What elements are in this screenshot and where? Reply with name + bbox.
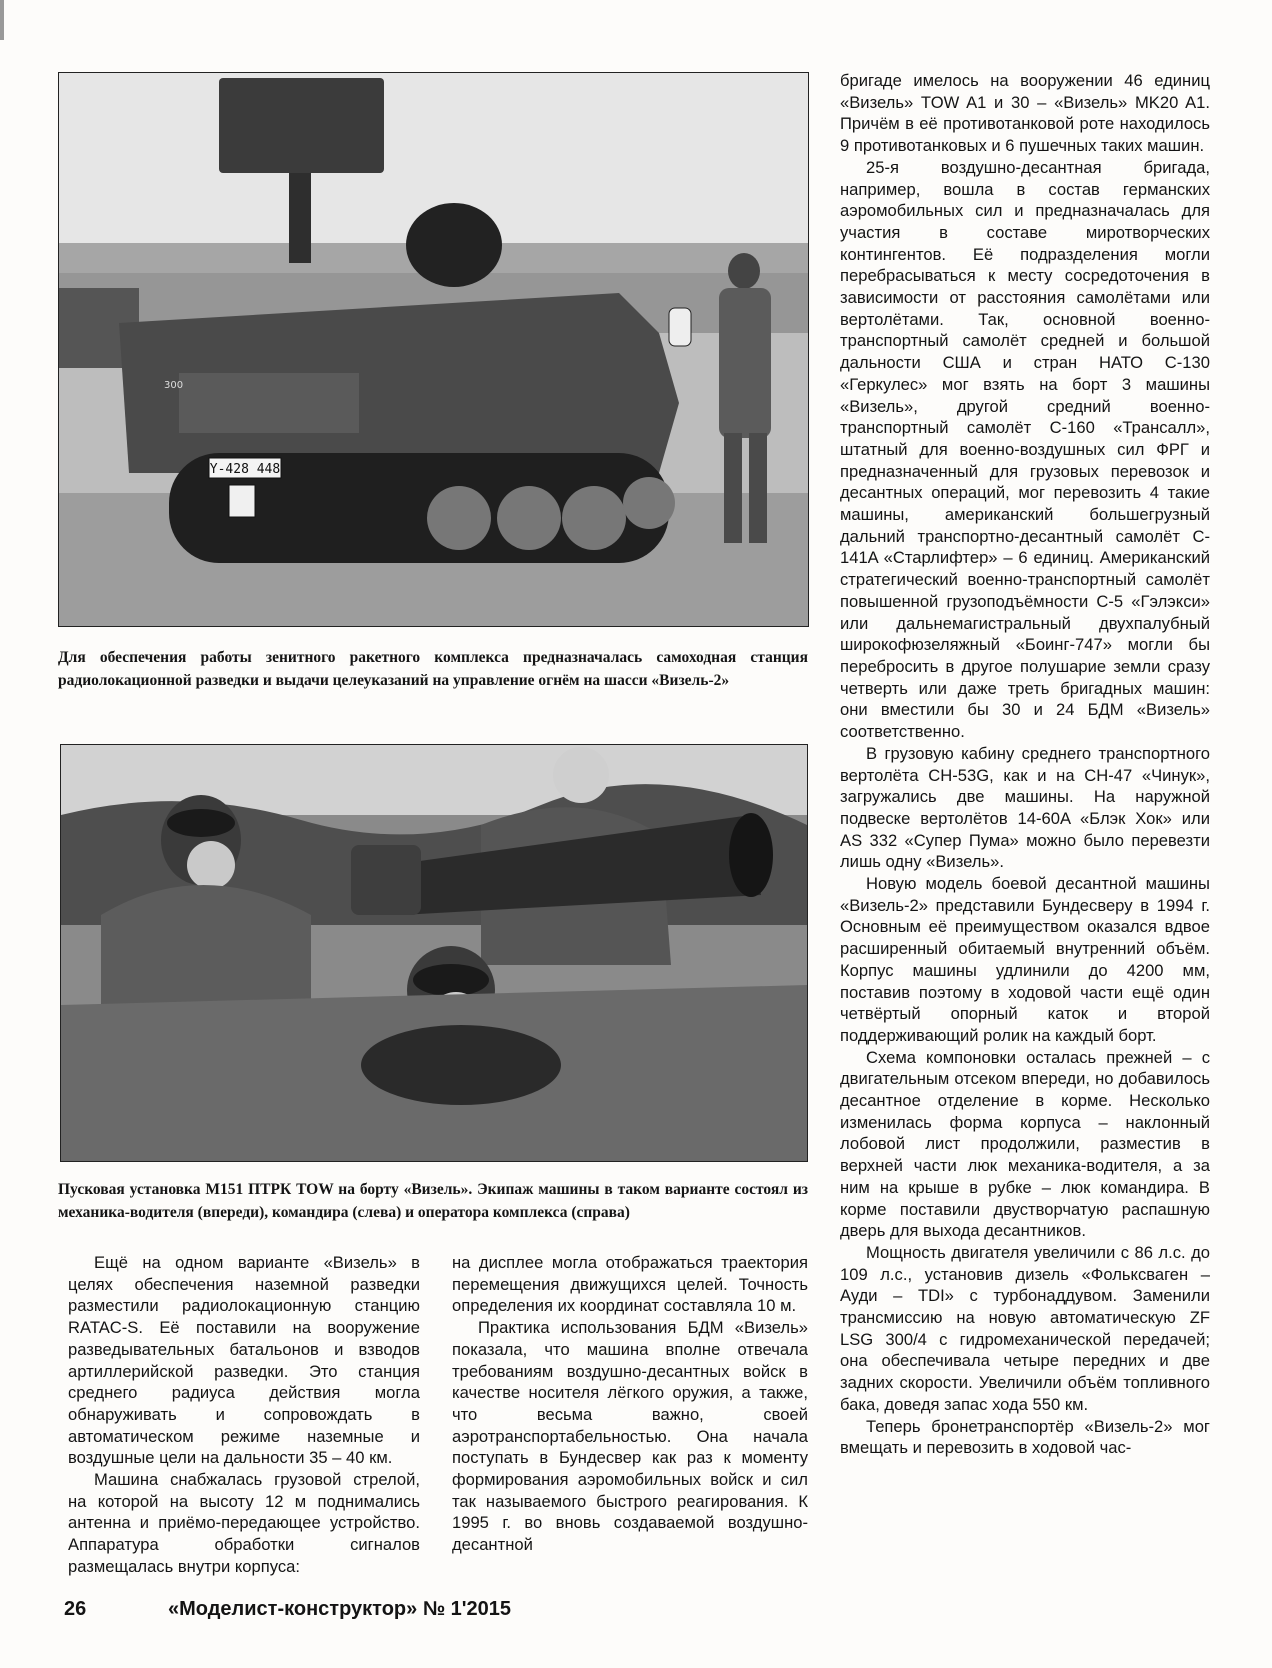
paragraph: Новую модель боевой десантной машины «Визель-2» представили Бундесверу в 1994 г. Основным её преимуществом оказался вдвое расширенный обитаемый внутренний объём. Корпус машины удлинили до 4200 мм, поставив поэтому в ходовой части ещё один четвёртый опорный каток и второй поддерживающий ролик на каждый борт. xyxy=(840,874,1210,1045)
text-column-right xyxy=(840,70,1210,1459)
paragraph: бригаде имелось на вооружении 46 единиц «Визель» TOW A1 и 30 – «Визель» MK20 A1. Причём в её противотанковой роте находилось 9 противотанковых и 6 пушечных таких машин. xyxy=(840,71,1210,156)
caption-tow-launcher: Пусковая установка M151 ПТРК TOW на борту «Визель». Экипаж машины в таком варианте состоял из механика-водителя (впереди), командира (слева) и оператора комплекса (справа) xyxy=(58,1181,808,1221)
paragraph: Теперь бронетранспортёр «Визель-2» мог вмещать и перевозить в ходовой час- xyxy=(840,1416,1210,1458)
text-column-middle xyxy=(452,1252,808,1556)
paragraph: Практика использования БДМ «Визель» показала, что машина вполне отвечала требованиям воздушно-десантных войск в качестве носителя лёгкого оружия, а также, что весьма важно, своей аэротранспортабельностью. Она начала поступать в Бундесвер как раз к моменту формирования аэромобильных войск и сил так называемого быстрого реагирования. К 1995 г. во вновь создаваемой воздушно-десантной xyxy=(452,1318,808,1555)
paragraph: Мощность двигателя увеличили с 86 л.с. до 109 л.с., установив дизель «Фольксваген – Ауди – TDI» с турбонаддувом. Заменили трансмиссию на новую автоматическую ZF LSG 300/4 с гидромеханической передачей; она обеспечивала четыре передних и две задних скорости. Увеличили объём топливного бака, доведя запас хода 550 км. xyxy=(840,1242,1210,1414)
text-column-left xyxy=(68,1252,420,1578)
radar-vehicle-illustration xyxy=(59,73,808,626)
paragraph: 25-я воздушно-десантная бригада, например, вошла в состав германских аэромобильных сил и предназначалась для участия в составе миротворческих контингентов. Её подразделения могли перебрасываться к месту сосредоточения в зависимости от расстояния самолётами или вертолётами. Так, основной военно-транспортный самолёт средней и большой дальности США и стран НАТО C-130 «Геркулес» мог взять на борт 3 машины «Визель», другой средний военно-транспортный самолёт C-160 «Трансалл», штатный для военно-воздушных сил ФРГ и предназначенный для грузовых перевозок и десантных операций, мог перевозить 4 такие машины, американский большегрузный дальний транспортно-десантный самолёт C-141A «Старлифтер» – 6 единиц. Американский стратегический военно-транспортный самолёт повышенной грузоподъёмности C-5 «Гэлэкси» или дальнемагистральный двухпалубный широкофюзеляжный «Боинг-747» могли бы перебросить в другое полушарие земли сразу четверть или даже треть бригадных машин: они вместили бы 30 и 24 БДМ «Визель» соответственно. xyxy=(840,157,1210,742)
photo-radar-vehicle xyxy=(58,72,809,627)
photo-tow-launcher xyxy=(60,744,808,1162)
caption-radar-vehicle: Для обеспечения работы зенитного ракетного комплекса предназначалась самоходная станция радиолокационной разведки и выдачи целеуказаний на управление огнём на шасси «Визель-2» xyxy=(58,649,808,689)
paragraph: Схема компоновки осталась прежней – с двигательным отсеком впереди, но добавилось десантное отделение в корме. Несколько изменилась форма корпуса – наклонный лобовой лист продолжили, разместив в верхней части люк механика-водителя, а за ним на крыше в рубке – люк командира. В корме поставили двустворчатую распашную дверь для выхода десантников. xyxy=(840,1047,1210,1241)
paragraph: В грузовую кабину среднего транспортного вертолёта CH-53G, как и на CH-47 «Чинук», загружались две машины. На наружной подвеске вертолётов 14-60A «Блэк Хок» или AS 332 «Супер Пума» можно было перевезти лишь одну «Визель». xyxy=(840,743,1210,872)
scan-edge-mark xyxy=(0,0,4,40)
tow-crew-illustration xyxy=(61,745,807,1161)
magazine-title: «Моделист-конструктор» № 1'2015 xyxy=(168,1598,512,1620)
paragraph: на дисплее могла отображаться траектория перемещения движущихся целей. Точность определения их координат составляла 10 м. xyxy=(452,1253,808,1316)
paragraph: Машина снабжалась грузовой стрелой, на которой на высоту 12 м поднимались антенна и приёмо-передающее устройство. Аппаратура обработки сигналов размещалась внутри корпуса: xyxy=(68,1470,420,1576)
paragraph: Ещё на одном варианте «Визель» в целях обеспечения наземной разведки разместили радиолокационную станцию RATAC-S. Её поставили на вооружение разведывательных батальонов и взводов артиллерийской разведки. Это станция среднего радиуса действия могла обнаруживать и сопровождать в автоматическом режиме наземные и воздушные цели на дальности 35 – 40 км. xyxy=(68,1253,420,1468)
hull-number: 300 xyxy=(164,380,184,391)
page-number: 26 xyxy=(64,1598,87,1620)
license-plate: Y-428 448 xyxy=(209,462,281,477)
